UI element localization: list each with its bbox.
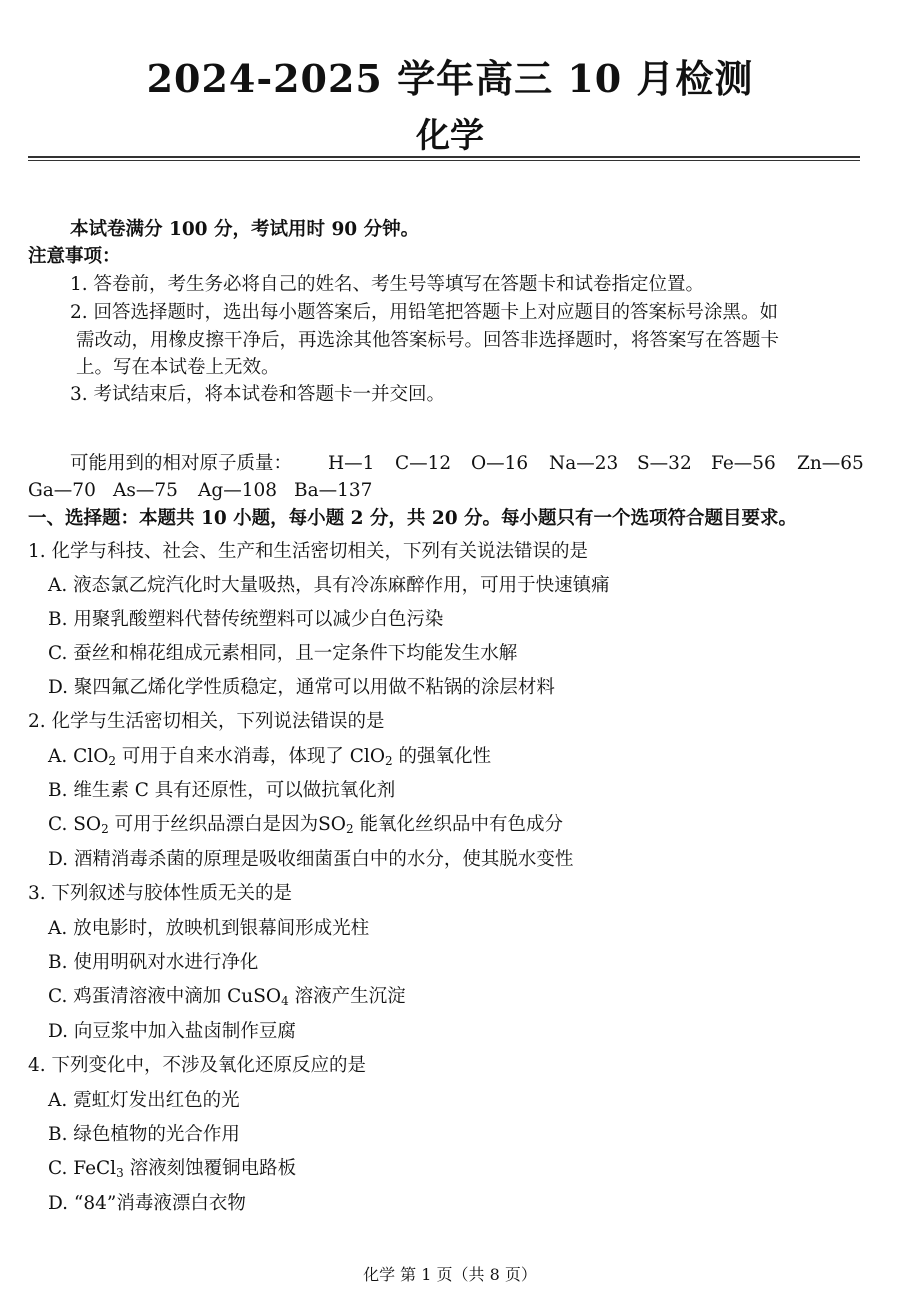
- subject-title: 化学: [416, 116, 484, 156]
- section1-heading: 一、选择题：本题共 10 小题，每小题 2 分，共 20 分。每小题只有一个选项符合题目要求。: [28, 508, 798, 529]
- mass-ag: Ag—108: [198, 480, 278, 501]
- q3-option-c: C. 鸡蛋清溶液中滴加 CuSO$_4$ 溶液产生沉淀: [48, 986, 406, 1008]
- q4-option-c: C. FeCl$_3$ 溶液刻蚀覆铜电路板: [48, 1158, 297, 1180]
- q1-option-b: B. 用聚乳酸塑料代替传统塑料可以减少白色污染: [48, 609, 444, 630]
- header-rule-thick: [28, 156, 860, 158]
- mass-ba: Ba—137: [294, 480, 373, 501]
- score-time-note: 本试卷满分 100 分，考试用时 90 分钟。: [70, 219, 420, 240]
- q3-stem: 3. 下列叙述与胶体性质无关的是: [28, 883, 293, 904]
- q2-option-d: D. 酒精消毒杀菌的原理是吸收细菌蛋白中的水分，使其脱水变性: [48, 849, 574, 870]
- mass-c: C—12: [395, 453, 452, 474]
- q4-option-a: A. 霓虹灯发出红色的光: [48, 1090, 240, 1111]
- q2-option-b: B. 维生素 C 具有还原性，可以做抗氧化剂: [48, 780, 396, 801]
- page-footer: 化学 第 1 页（共 8 页）: [363, 1265, 537, 1284]
- q4-option-d: D. “84”消毒液漂白衣物: [48, 1193, 246, 1214]
- notice-title: 注意事项：: [28, 246, 121, 267]
- q1-option-d: D. 聚四氟乙烯化学性质稳定，通常可以用做不粘锅的涂层材料: [48, 677, 555, 698]
- q1-option-c: C. 蚕丝和棉花组成元素相同，且一定条件下均能发生水解: [48, 643, 518, 664]
- mass-s: S—32: [637, 453, 692, 474]
- q3-option-b: B. 使用明矾对水进行净化: [48, 952, 259, 973]
- mass-ga: Ga—70: [28, 480, 96, 501]
- q4-stem: 4. 下列变化中，不涉及氧化还原反应的是: [28, 1055, 367, 1076]
- exam-title: 2024-2025 学年高三 10 月检测: [146, 56, 754, 101]
- q3-option-d: D. 向豆浆中加入盐卤制作豆腐: [48, 1021, 296, 1042]
- notice-item-2: 2. 回答选择题时，选出每小题答案后，用铅笔把答题卡上对应题目的答案标号涂黑。如: [70, 302, 779, 323]
- header-rule-thin: [28, 160, 860, 161]
- notice-item-1: 1. 答卷前，考生务必将自己的姓名、考生号等填写在答题卡和试卷指定位置。: [70, 274, 705, 295]
- q2-option-a: A. ClO$_2$ 可用于自来水消毒，体现了 ClO$_2$ 的强氧化性: [48, 746, 492, 768]
- mass-fe: Fe—56: [711, 453, 776, 474]
- notice-item-2-cont: 需改动，用橡皮擦干净后，再选涂其他答案标号。回答非选择题时，将答案写在答题卡: [76, 330, 780, 351]
- mass-o: O—16: [471, 453, 529, 474]
- q4-option-b: B. 绿色植物的光合作用: [48, 1124, 240, 1145]
- mass-as: As—75: [113, 480, 178, 501]
- mass-zn: Zn—65: [797, 453, 864, 474]
- notice-item-3: 3. 考试结束后，将本试卷和答题卡一并交回。: [70, 384, 446, 405]
- q2-option-c: C. $SO_2$ 可用于丝织品漂白是因为$SO_2$ 能氧化丝织品中有色成分: [48, 814, 564, 836]
- mass-na: Na—23: [549, 453, 619, 474]
- atomic-mass-label: 可能用到的相对原子质量：: [70, 453, 293, 474]
- notice-item-2-cont2: 上。写在本试卷上无效。: [76, 357, 280, 378]
- mass-h: H—1: [328, 453, 375, 474]
- q1-option-a: A. 液态氯乙烷汽化时大量吸热，具有冷冻麻醉作用，可用于快速镇痛: [48, 575, 610, 596]
- q2-stem: 2. 化学与生活密切相关，下列说法错误的是: [28, 711, 385, 732]
- q3-option-a: A. 放电影时，放映机到银幕间形成光柱: [48, 918, 370, 939]
- q1-stem: 1. 化学与科技、社会、生产和生活密切相关，下列有关说法错误的是: [28, 541, 589, 562]
